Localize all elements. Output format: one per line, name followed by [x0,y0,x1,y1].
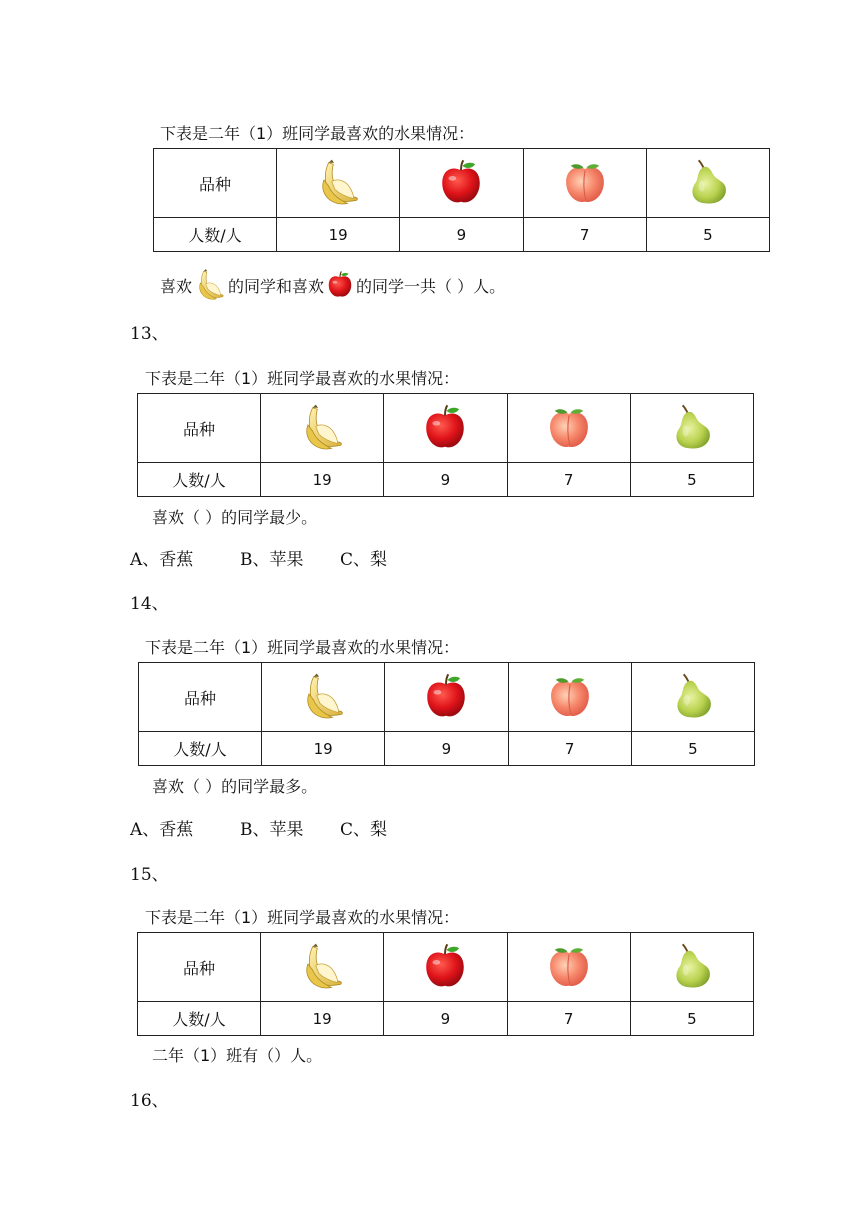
count-pear: 5 [631,732,754,766]
row-label-count: 人数/人 [138,1002,261,1036]
q12-part3: 的同学一共（ ）人。 [356,276,506,296]
question-13-text: 喜欢（ ）的同学最少。 [152,508,318,527]
apple-icon [436,158,486,208]
question-12-text [160,268,505,302]
fruit-table [153,148,770,252]
row-label-kind: 品种 [139,663,262,732]
apple-icon [325,270,355,300]
table-caption: 下表是二年（1）班同学最喜欢的水果情况： [145,908,460,927]
count-banana: 19 [277,218,400,252]
row-label-kind: 品种 [138,933,261,1002]
apple-icon [420,403,470,453]
count-pear: 5 [630,463,753,497]
count-peach: 7 [507,463,630,497]
question-15-text: 二年（1）班有（）人。 [152,1046,323,1065]
question-number-15: 15、 [130,865,169,885]
option-a: A、香蕉 [130,550,194,570]
question-number-14: 14、 [130,594,169,614]
q12-part1: 喜欢 [160,276,193,296]
row-label-count: 人数/人 [138,463,261,497]
option-a: A、香蕉 [130,820,194,840]
pear-icon [667,942,717,992]
count-banana: 19 [262,732,385,766]
banana-icon [313,158,363,208]
banana-icon [297,942,347,992]
pear-icon [683,158,733,208]
row-label-count: 人数/人 [139,732,262,766]
row-label-kind: 品种 [154,149,277,218]
fruit-table [137,393,754,497]
fruit-table [138,662,755,766]
option-c: C、梨 [340,550,388,570]
question-14-options [130,815,387,840]
apple-icon [421,672,471,722]
apple-icon [420,942,470,992]
count-peach: 7 [508,732,631,766]
pear-icon [668,672,718,722]
question-number-16: 16、 [130,1091,169,1111]
peach-icon [544,942,594,992]
peach-icon [560,158,610,208]
pear-icon [667,403,717,453]
banana-icon [193,268,227,302]
count-apple: 9 [384,463,507,497]
peach-icon [544,403,594,453]
count-apple: 9 [384,1002,507,1036]
count-banana: 19 [261,463,384,497]
option-b: B、苹果 [240,550,304,570]
count-apple: 9 [385,732,508,766]
question-14-text: 喜欢（ ）的同学最多。 [152,777,318,796]
banana-icon [298,672,348,722]
q12-part2: 的同学和喜欢 [228,276,325,296]
count-pear: 5 [646,218,769,252]
question-number-13: 13、 [130,324,169,344]
fruit-table [137,932,754,1036]
count-apple: 9 [400,218,523,252]
count-peach: 7 [523,218,646,252]
banana-icon [297,403,347,453]
table-caption: 下表是二年（1）班同学最喜欢的水果情况： [145,369,460,388]
count-banana: 19 [261,1002,384,1036]
question-13-options [130,545,387,570]
peach-icon [545,672,595,722]
table-caption: 下表是二年（1）班同学最喜欢的水果情况： [160,124,475,143]
count-peach: 7 [507,1002,630,1036]
option-c: C、梨 [340,820,388,840]
table-caption: 下表是二年（1）班同学最喜欢的水果情况： [145,638,460,657]
row-label-kind: 品种 [138,394,261,463]
count-pear: 5 [630,1002,753,1036]
row-label-count: 人数/人 [154,218,277,252]
option-b: B、苹果 [240,820,304,840]
